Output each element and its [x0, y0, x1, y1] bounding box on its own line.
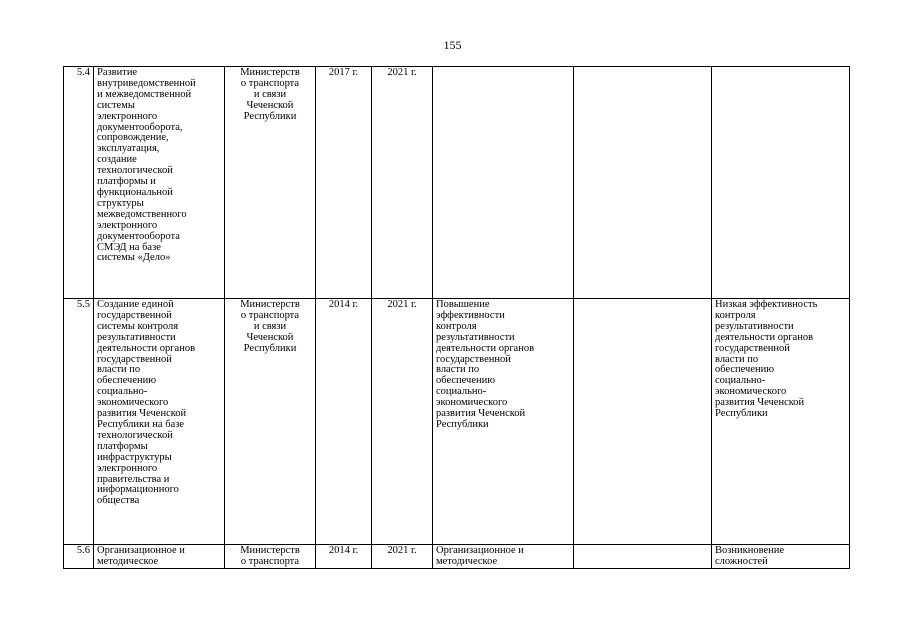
indicator-link: [574, 545, 712, 569]
executor: Министерств о транспорта и связи Чеченской Республики: [225, 67, 316, 299]
expected-result: Повышение эффективности контроля результативности деятельности органов государственной власти по обеспечению социально- экономического развития Чеченской Республики: [433, 299, 574, 545]
indicator-link: [574, 299, 712, 545]
end-year: 2021 г.: [372, 545, 433, 569]
row-number: 5.6: [64, 545, 94, 569]
end-year: 2021 г.: [372, 299, 433, 545]
risk-consequence: [712, 67, 850, 299]
risk-consequence: Низкая эффективность контроля результативности деятельности органов государственной власти по обеспечению социально- экономического развития Чеченской Республики: [712, 299, 850, 545]
expected-result: Организационное и методическое: [433, 545, 574, 569]
start-year: 2014 г.: [316, 545, 372, 569]
table-row: [64, 545, 850, 569]
measure-name: Создание единой государственной системы контроля результативности деятельности органов государственной власти по обеспечению социально- экономического развития Чеченской Республики на базе технологической платформы инфраструктуры электронного правительства и информационного общества: [94, 299, 225, 545]
start-year: 2014 г.: [316, 299, 372, 545]
risk-consequence: Возникновение сложностей: [712, 545, 850, 569]
executor: Министерств о транспорта и связи Чеченской Республики: [225, 299, 316, 545]
end-year: 2021 г.: [372, 67, 433, 299]
row-number: 5.5: [64, 299, 94, 545]
row-number: 5.4: [64, 67, 94, 299]
measures-table: [63, 66, 850, 569]
indicator-link: [574, 67, 712, 299]
page-number: 155: [443, 38, 462, 52]
executor: Министерств о транспорта: [225, 545, 316, 569]
measure-name: Развитие внутриведомственной и межведомственной системы электронного документооборота, сопровождение, эксплуатация, создание технологической платформы и функциональной структуры межведомственного электронного документооборота СМЭД на базе системы «Дело»: [94, 67, 225, 299]
table-row: [64, 299, 850, 545]
expected-result: [433, 67, 574, 299]
measure-name: Организационное и методическое: [94, 545, 225, 569]
start-year: 2017 г.: [316, 67, 372, 299]
table-row: [64, 67, 850, 299]
